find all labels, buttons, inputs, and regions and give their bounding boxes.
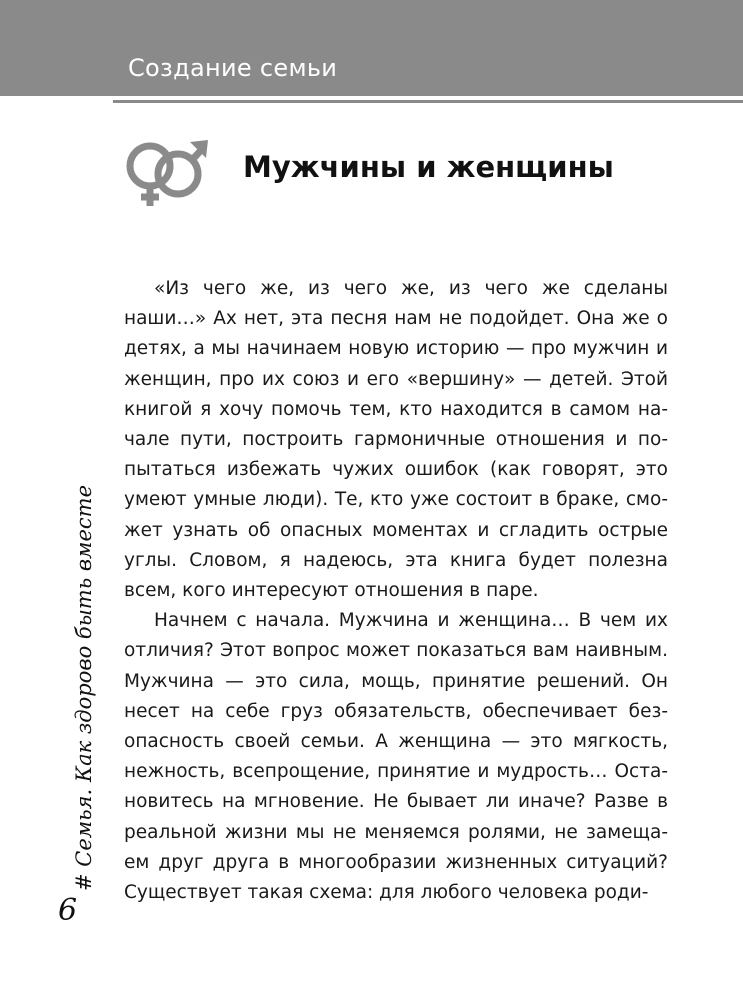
- paragraph-1: «Из чего же, из чего же, из чего же сделаны наши…» Ах нет, эта песня нам не подойдет. Она же о детях, а мы начинаем новую историю — про мужчин и женщин, про их союз и его «вершину» — детей. Этой книгой я хочу помочь тем, кто находится в самом начале пути, построить гармоничные отношения и попытаться избежать чужих ошибок (как говорят, это умеют умные люди). Те, кто уже состоит в браке, сможет узнать об опасных моментах и сгладить острые углы. Словом, я надеюсь, эта книга будет полезна всем, кого интересуют отношения в паре.: [124, 278, 668, 602]
- gender-symbols-icon: [120, 134, 212, 210]
- side-caption: # Семья. Как здорово быть вместе: [72, 485, 96, 891]
- page-number: 6: [58, 893, 78, 928]
- chapter-title: Мужчины и женщины: [243, 150, 614, 184]
- header-band: [0, 0, 743, 96]
- body-text: [124, 274, 668, 908]
- header-rule: [113, 100, 743, 103]
- section-title: Создание семьи: [128, 54, 338, 82]
- paragraph-2: Начнем с начала. Мужчина и женщина… В чем их отличия? Этот вопрос может показаться вам наивным. Мужчина — это сила, мощь, принятие решений. Он несет на себе груз обязательств, обеспечивает безопасность своей семьи. А женщина — это мягкость, нежность, всепрощение, принятие и мудрость… Остановитесь на мгновение. Не бывает ли иначе? Разве в реальной жизни мы не меняемся ролями, не замещаем друг друга в многообразии жизненных ситуаций? Существует такая схема: для любого человека роди-: [124, 610, 668, 904]
